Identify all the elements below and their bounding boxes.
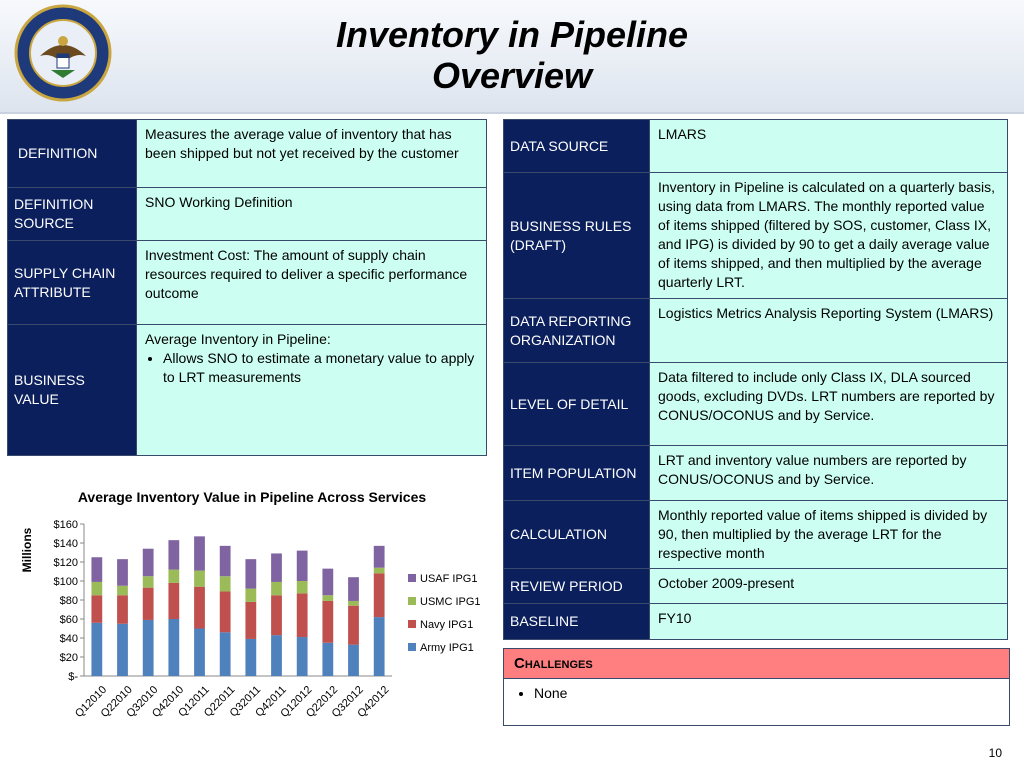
business-value-list xyxy=(145,349,478,387)
review-period-value: October 2009-present xyxy=(650,569,1008,604)
chart-svg xyxy=(10,484,494,760)
business-value-bullet: • Allows SNO to estimate a monetary value to apply to LRT measurements xyxy=(163,349,478,387)
title-line-2: Overview xyxy=(431,55,593,96)
chart-bar-segment xyxy=(245,639,256,676)
chart-x-tick-label: Q32010 xyxy=(124,683,161,721)
chart-y-tick-label: $60 xyxy=(59,614,78,626)
item-population-row xyxy=(504,446,1008,501)
level-detail-label: LEVEL OF DETAIL xyxy=(504,363,650,446)
chart-bar-segment xyxy=(194,587,205,629)
chart-bar-segment xyxy=(220,546,231,576)
challenges-body xyxy=(504,679,1009,725)
business-value-row xyxy=(8,325,487,456)
supply-chain-value: Investment Cost: The amount of supply chain resources required to deliver a specific performance outcome xyxy=(137,241,487,325)
chart-bar-segment xyxy=(245,559,256,588)
chart-y-tick-label: $140 xyxy=(53,538,78,550)
review-period-row xyxy=(504,569,1008,604)
chart-bar-segment xyxy=(297,551,308,581)
chart-y-tick-label: $80 xyxy=(59,595,78,607)
chart-bar-segment xyxy=(117,559,128,586)
data-source-table xyxy=(503,119,1008,640)
chart-x-tick-label: Q22011 xyxy=(201,683,238,720)
chart-bar-segment xyxy=(271,635,282,676)
chart-bar-segment xyxy=(374,546,385,568)
definition-label: DEFINITION xyxy=(8,120,137,188)
challenges-list xyxy=(514,685,999,701)
chart-y-tick-label: $20 xyxy=(59,652,78,664)
page-title xyxy=(200,14,824,96)
chart-legend xyxy=(408,573,481,654)
chart-bar-segment xyxy=(374,617,385,676)
chart-bar-segment xyxy=(374,573,385,617)
page-number: 10 xyxy=(988,746,1002,760)
title-line-1: Inventory in Pipeline xyxy=(335,14,689,55)
chart-y-tick-label: $160 xyxy=(53,519,78,531)
data-source-label: DATA SOURCE xyxy=(504,120,650,173)
chart-bar-segment xyxy=(220,576,231,591)
chart-bar-segment xyxy=(348,645,359,676)
chart-bar-segment xyxy=(143,588,154,620)
business-value-intro: Average Inventory in Pipeline: xyxy=(145,331,331,347)
business-rules-label: BUSINESS RULES (DRAFT) xyxy=(504,173,650,299)
chart-bar-segment xyxy=(271,582,282,595)
calculation-value: Monthly reported value of items shipped is divided by 90, then multiplied by the average LRT for the respective month xyxy=(650,501,1008,569)
inventory-chart xyxy=(10,484,494,760)
item-population-label: ITEM POPULATION xyxy=(504,446,650,501)
chart-legend-swatch xyxy=(408,643,416,651)
chart-plot-area xyxy=(54,519,392,720)
item-population-value: LRT and inventory value numbers are reported by CONUS/OCONUS and by Service. xyxy=(650,446,1008,501)
chart-y-tick-label: $120 xyxy=(53,557,78,569)
review-period-label: REVIEW PERIOD xyxy=(504,569,650,604)
chart-legend-label: USAF IPG1 xyxy=(420,573,478,585)
chart-bar-segment xyxy=(245,589,256,602)
chart-bar-segment xyxy=(271,595,282,635)
chart-bar-segment xyxy=(348,601,359,606)
chart-x-tick-label: Q22010 xyxy=(98,683,135,721)
dod-seal-logo xyxy=(14,4,112,102)
business-value-cell xyxy=(137,325,487,456)
business-value-label: BUSINESS VALUE xyxy=(8,325,137,456)
chart-bar-segment xyxy=(91,623,102,676)
chart-legend-swatch xyxy=(408,620,416,628)
chart-bar-segment xyxy=(117,624,128,676)
definition-source-label: DEFINITION SOURCE xyxy=(8,188,137,241)
chart-bar-segment xyxy=(374,568,385,574)
business-rules-row xyxy=(504,173,1008,299)
chart-legend-label: USMC IPG1 xyxy=(420,596,481,608)
chart-y-tick-label: $100 xyxy=(53,576,78,588)
chart-x-tick-label: Q32012 xyxy=(329,683,366,721)
chart-bar-segment xyxy=(143,576,154,587)
chart-title: Average Inventory Value in Pipeline Across Services xyxy=(77,489,427,505)
chart-bar-segment xyxy=(297,581,308,593)
reporting-org-row xyxy=(504,299,1008,363)
chart-legend-label: Navy IPG1 xyxy=(420,619,474,631)
calculation-row xyxy=(504,501,1008,569)
chart-bar-segment xyxy=(117,586,128,596)
chart-bar-segment xyxy=(194,536,205,570)
chart-x-tick-label: Q32011 xyxy=(227,683,264,720)
reporting-org-value: Logistics Metrics Analysis Reporting System (LMARS) xyxy=(650,299,1008,363)
chart-bar-segment xyxy=(271,553,282,582)
chart-bar-segment xyxy=(220,632,231,676)
chart-x-tick-label: Q12011 xyxy=(176,683,212,720)
chart-bar-segment xyxy=(348,577,359,601)
chart-x-tick-label: Q12012 xyxy=(278,683,315,721)
chart-bar-segment xyxy=(220,591,231,632)
chart-y-tick-label: $40 xyxy=(59,633,78,645)
chart-x-tick-label: Q42010 xyxy=(150,683,187,721)
baseline-value: FY10 xyxy=(650,604,1008,640)
chart-bar-segment xyxy=(91,595,102,623)
chart-bar-segment xyxy=(322,643,333,676)
chart-bar-segment xyxy=(91,582,102,595)
definition-source-row xyxy=(8,188,487,241)
chart-x-tick-label: Q42012 xyxy=(355,683,392,721)
challenges-item: • None xyxy=(534,685,999,701)
chart-x-tick-label: Q42011 xyxy=(253,683,289,720)
chart-legend-swatch xyxy=(408,574,416,582)
chart-bar-segment xyxy=(168,619,179,676)
chart-y-axis-label: Millions xyxy=(20,527,34,573)
challenges-box xyxy=(503,648,1010,726)
chart-x-tick-label: Q22012 xyxy=(304,683,341,721)
chart-bar-segment xyxy=(168,583,179,619)
definition-source-value: SNO Working Definition xyxy=(137,188,487,241)
chart-bar-segment xyxy=(245,602,256,639)
chart-bar-segment xyxy=(143,620,154,676)
chart-bar-segment xyxy=(143,549,154,577)
definition-value: Measures the average value of inventory that has been shipped but not yet received by the customer xyxy=(137,120,487,188)
chart-legend-label: Army IPG1 xyxy=(420,642,474,654)
challenges-title: Challenges xyxy=(504,649,1009,679)
chart-bar-segment xyxy=(322,595,333,601)
chart-bar-segment xyxy=(322,601,333,643)
calculation-label: CALCULATION xyxy=(504,501,650,569)
definition-table xyxy=(7,119,487,456)
chart-bar-segment xyxy=(91,557,102,582)
chart-y-tick-label: $- xyxy=(68,671,78,683)
level-detail-row xyxy=(504,363,1008,446)
reporting-org-label: DATA REPORTING ORGANIZATION xyxy=(504,299,650,363)
business-rules-value: Inventory in Pipeline is calculated on a quarterly basis, using data from LMARS. The monthly reported value of items shipped (filtered by SOS, customer, Class IX, and IPG) is divided by 90 to get a daily average value of items shipped, and then multiplied by the average quarterly LRT. xyxy=(650,173,1008,299)
chart-bar-segment xyxy=(117,595,128,624)
level-detail-value: Data filtered to include only Class IX, DLA sourced goods, excluding DVDs. LRT numbers are reported by CONUS/OCONUS and by Service. xyxy=(650,363,1008,446)
chart-bar-segment xyxy=(168,570,179,583)
baseline-row xyxy=(504,604,1008,640)
baseline-label: BASELINE xyxy=(504,604,650,640)
data-source-value: LMARS xyxy=(650,120,1008,173)
chart-bar-segment xyxy=(297,637,308,676)
supply-chain-row xyxy=(8,241,487,325)
chart-bar-segment xyxy=(297,593,308,637)
chart-legend-swatch xyxy=(408,597,416,605)
chart-bar-segment xyxy=(348,606,359,645)
chart-bar-segment xyxy=(322,569,333,596)
chart-bar-segment xyxy=(194,571,205,587)
chart-bar-segment xyxy=(194,629,205,677)
supply-chain-label: SUPPLY CHAIN ATTRIBUTE xyxy=(8,241,137,325)
chart-bar-segment xyxy=(168,540,179,569)
data-source-row xyxy=(504,120,1008,173)
chart-x-tick-label: Q12010 xyxy=(73,683,110,721)
definition-row xyxy=(8,120,487,188)
